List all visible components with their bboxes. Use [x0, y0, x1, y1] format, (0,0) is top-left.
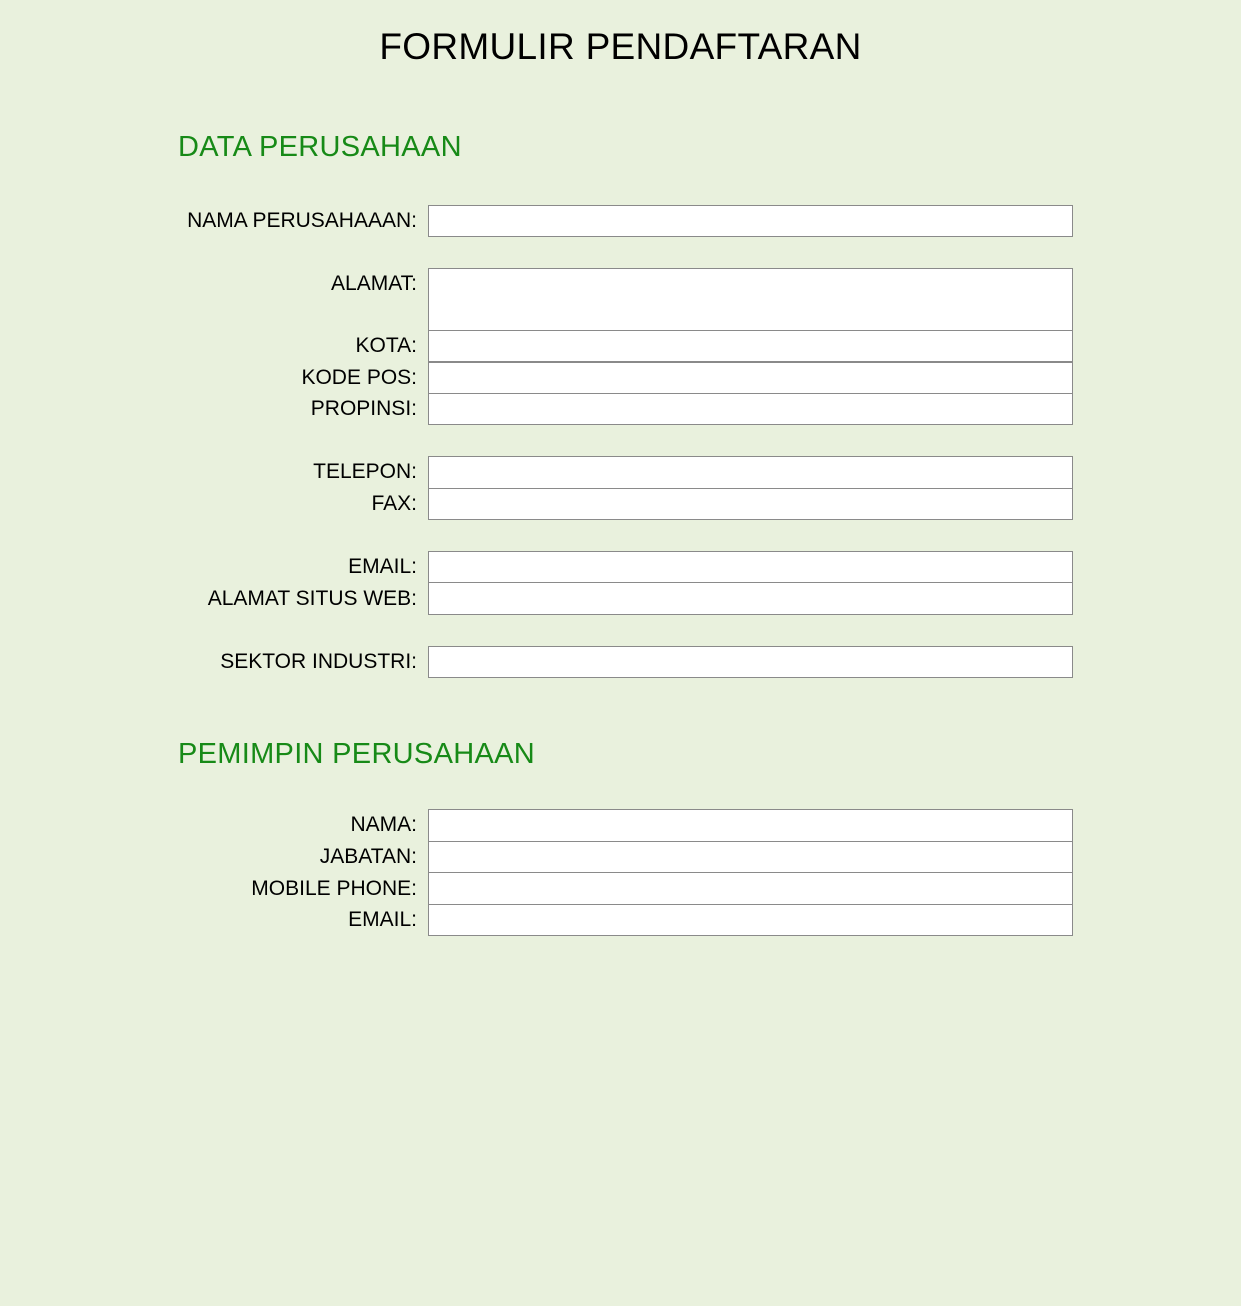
postal-code-label: KODE POS: [301, 366, 417, 389]
postal-code-field[interactable] [428, 362, 1073, 394]
province-field[interactable] [428, 393, 1073, 425]
city-field[interactable] [428, 330, 1073, 362]
company-section-heading: DATA PERUSAHAAN [178, 131, 462, 163]
page-title: FORMULIR PENDAFTARAN [379, 26, 862, 67]
email-label: EMAIL: [348, 555, 417, 578]
phone-label: TELEPON: [313, 460, 417, 483]
address-field[interactable] [428, 268, 1073, 331]
position-field[interactable] [428, 841, 1073, 873]
leader-name-label: NAMA: [350, 813, 417, 836]
website-field[interactable] [428, 582, 1073, 615]
mobile-phone-label: MOBILE PHONE: [251, 877, 417, 900]
address-label: ALAMAT: [331, 272, 417, 295]
leader-email-label: EMAIL: [348, 908, 417, 931]
province-label: PROPINSI: [310, 397, 417, 420]
email-field[interactable] [428, 551, 1073, 583]
position-label: JABATAN: [319, 845, 417, 868]
leader-email-field[interactable] [428, 904, 1073, 936]
leader-section-heading: PEMIMPIN PERUSAHAAN [178, 738, 535, 770]
company-name-field[interactable] [428, 205, 1073, 237]
industry-label: SEKTOR INDUSTRI: [220, 650, 417, 673]
leader-name-field[interactable] [428, 809, 1073, 842]
company-name-label: NAMA PERUSAHAAAN: [187, 209, 417, 232]
website-label: ALAMAT SITUS WEB: [207, 587, 417, 610]
phone-field[interactable] [428, 456, 1073, 489]
industry-field[interactable] [428, 646, 1073, 678]
mobile-phone-field[interactable] [428, 872, 1073, 905]
fax-field[interactable] [428, 488, 1073, 520]
fax-label: FAX: [371, 492, 417, 515]
city-label: KOTA: [355, 334, 417, 357]
